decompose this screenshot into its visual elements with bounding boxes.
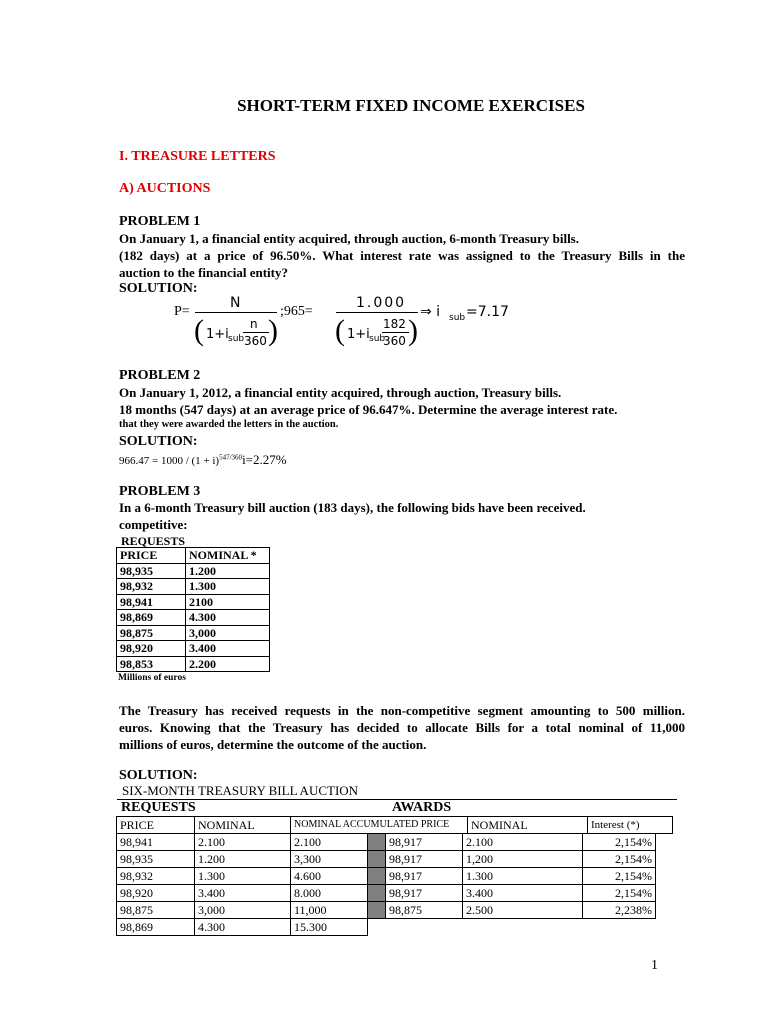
cell: 1.200 bbox=[195, 851, 291, 868]
table-row bbox=[117, 851, 656, 868]
cell: 4.300 bbox=[186, 610, 270, 626]
cell: 15.300 bbox=[291, 919, 368, 936]
cell: 2.200 bbox=[186, 656, 270, 672]
problem1-text-line3: auction to the financial entity? bbox=[119, 265, 288, 280]
cell: 98,935 bbox=[117, 851, 195, 868]
cell: 2.100 bbox=[463, 834, 583, 851]
header-nominal: NOMINAL * bbox=[186, 548, 270, 564]
cell: 98,853 bbox=[117, 656, 186, 672]
equation-result: i=2.27% bbox=[242, 452, 287, 467]
problem3-para-line3: millions of euros, determine the outcome of the auction. bbox=[119, 737, 427, 752]
formula-result: =7.17 bbox=[466, 304, 509, 320]
cell: 98,875 bbox=[386, 902, 463, 919]
formula-n: n bbox=[250, 317, 258, 331]
equation-main: 966.47 = 1000 / (1 + i) bbox=[119, 455, 220, 467]
formula-fraction-bar bbox=[195, 312, 277, 313]
section-heading: I. TREASURE LETTERS bbox=[119, 149, 276, 164]
table-row bbox=[117, 641, 270, 657]
formula-paren-open: ( bbox=[194, 314, 204, 347]
cell: 98,917 bbox=[386, 834, 463, 851]
cell: 98,869 bbox=[117, 610, 186, 626]
cell: 2100 bbox=[186, 594, 270, 610]
table-row bbox=[117, 563, 270, 579]
solution-requests-label: REQUESTS bbox=[121, 800, 196, 815]
problem2-equation bbox=[119, 452, 287, 468]
cell: 1,200 bbox=[463, 851, 583, 868]
cell: 3,000 bbox=[186, 625, 270, 641]
problem1-text-line1: On January 1, a financial entity acquired, through auction, 6-month Treasury bills. bbox=[119, 231, 579, 246]
cell: 2.100 bbox=[291, 834, 368, 851]
cell: 2,154% bbox=[583, 851, 656, 868]
cell: 4.300 bbox=[195, 919, 291, 936]
formula-paren-close: ) bbox=[268, 314, 278, 347]
formula-360-2: 360 bbox=[383, 334, 406, 348]
cell: 2.500 bbox=[463, 902, 583, 919]
table-row bbox=[117, 919, 368, 936]
cell: 1.300 bbox=[186, 579, 270, 595]
cell: 8.000 bbox=[291, 885, 368, 902]
problem2-heading: PROBLEM 2 bbox=[119, 368, 201, 383]
page-title: SHORT-TERM FIXED INCOME EXERCISES bbox=[237, 96, 585, 115]
page-number: 1 bbox=[651, 958, 658, 973]
table-header-row bbox=[117, 817, 673, 834]
header-accumulated-price: NOMINAL ACCUMULATED PRICE bbox=[291, 817, 468, 834]
header-price: PRICE bbox=[117, 548, 186, 564]
formula-arrow: ⇒ i bbox=[420, 304, 441, 320]
formula-fraction-bar-2 bbox=[336, 312, 418, 313]
problem3-text-line1: In a 6-month Treasury bill auction (183 days), the following bids have been received. bbox=[119, 500, 586, 515]
gray-cell bbox=[368, 851, 386, 868]
cell: 98,935 bbox=[117, 563, 186, 579]
cell: 11,000 bbox=[291, 902, 368, 919]
cell: 98,869 bbox=[117, 919, 195, 936]
requests-label: REQUESTS bbox=[121, 534, 186, 548]
cell: 98,917 bbox=[386, 851, 463, 868]
problem3-para-line2: euros. Knowing that the Treasury has decided to allocate Bills for a total nominal of 11,000 bbox=[119, 720, 685, 735]
cell: 98,875 bbox=[117, 902, 195, 919]
formula-one-plus-i-2: 1+i bbox=[347, 327, 370, 342]
subsection-heading: A) AUCTIONS bbox=[119, 181, 211, 196]
solution-table-body bbox=[116, 833, 656, 919]
header-interest: Interest (*) bbox=[588, 817, 673, 834]
gray-cell bbox=[368, 885, 386, 902]
formula-sub: sub bbox=[228, 334, 245, 344]
problem3-solution-label: SOLUTION: bbox=[119, 768, 198, 783]
problem1-heading: PROBLEM 1 bbox=[119, 214, 201, 229]
solution-table-last-row bbox=[116, 918, 368, 936]
formula-numerator-1000: 1.000 bbox=[356, 295, 407, 311]
cell: 2,154% bbox=[583, 868, 656, 885]
table-row bbox=[117, 885, 656, 902]
table-row bbox=[117, 594, 270, 610]
equation-exponent: 547/360 bbox=[219, 453, 243, 462]
cell: 2,154% bbox=[583, 834, 656, 851]
cell: 98,932 bbox=[117, 868, 195, 885]
cell: 98,917 bbox=[386, 868, 463, 885]
cell: 1.300 bbox=[463, 868, 583, 885]
requests-table bbox=[116, 547, 270, 672]
gray-cell bbox=[368, 902, 386, 919]
table-header-row bbox=[117, 548, 270, 564]
formula-inner-bar-2 bbox=[382, 332, 409, 333]
formula-one-plus-i: 1+i bbox=[206, 327, 229, 342]
table-row bbox=[117, 579, 270, 595]
cell: 98,920 bbox=[117, 641, 186, 657]
problem2-solution-label: SOLUTION: bbox=[119, 434, 198, 449]
problem2-text-line1: On January 1, 2012, a financial entity acquired, through auction, Treasury bills. bbox=[119, 385, 562, 400]
cell: 1.200 bbox=[186, 563, 270, 579]
cell: 4.600 bbox=[291, 868, 368, 885]
cell: 3.400 bbox=[463, 885, 583, 902]
cell: 3,000 bbox=[195, 902, 291, 919]
table-row bbox=[117, 868, 656, 885]
cell: 98,875 bbox=[117, 625, 186, 641]
cell: 2.100 bbox=[195, 834, 291, 851]
problem3-para-line1: The Treasury has received requests in the non-competitive segment amounting to 500 million. bbox=[119, 703, 685, 718]
table-row bbox=[117, 902, 656, 919]
problem3-text-line2: competitive: bbox=[119, 517, 188, 532]
formula-182: 182 bbox=[383, 317, 406, 331]
cell: 3.400 bbox=[195, 885, 291, 902]
formula-paren-open-2: ( bbox=[335, 314, 345, 347]
formula-sub-2: sub bbox=[369, 334, 386, 344]
formula-360: 360 bbox=[244, 334, 267, 348]
table-row bbox=[117, 625, 270, 641]
problem1-solution-label: SOLUTION: bbox=[119, 281, 198, 296]
cell: 98,941 bbox=[117, 594, 186, 610]
formula-numerator-n: N bbox=[230, 295, 241, 311]
formula-mid: ;965= bbox=[280, 304, 313, 319]
table-footnote: Millions of euros bbox=[118, 673, 186, 683]
header-nominal: NOMINAL bbox=[195, 817, 291, 834]
cell: 98,932 bbox=[117, 579, 186, 595]
formula-inner-bar bbox=[243, 332, 269, 333]
problem3-heading: PROBLEM 3 bbox=[119, 484, 201, 499]
formula-p-label: P= bbox=[174, 304, 190, 319]
solution-table-title: SIX-MONTH TREASURY BILL AUCTION bbox=[122, 783, 359, 798]
cell: 1.300 bbox=[195, 868, 291, 885]
solution-awards-label: AWARDS bbox=[392, 800, 452, 815]
cell: 98,941 bbox=[117, 834, 195, 851]
problem2-text-line2: 18 months (547 days) at an average price of 96.647%. Determine the average interest rate. bbox=[119, 402, 618, 417]
formula-sub-3: sub bbox=[449, 313, 466, 323]
cell: 2,238% bbox=[583, 902, 656, 919]
cell: 98,920 bbox=[117, 885, 195, 902]
solution-table bbox=[116, 816, 673, 834]
cell: 3.400 bbox=[186, 641, 270, 657]
table-row bbox=[117, 610, 270, 626]
problem2-text-line3: that they were awarded the letters in the auction. bbox=[119, 419, 339, 430]
problem1-text-line2: (182 days) at a price of 96.50%. What interest rate was assigned to the Treasury Bills in the bbox=[119, 248, 685, 263]
cell: 3,300 bbox=[291, 851, 368, 868]
formula-paren-close-2: ) bbox=[408, 314, 418, 347]
header-price: PRICE bbox=[117, 817, 195, 834]
cell: 98,917 bbox=[386, 885, 463, 902]
header-awarded-nominal: NOMINAL bbox=[468, 817, 588, 834]
gray-cell bbox=[368, 868, 386, 885]
cell: 2,154% bbox=[583, 885, 656, 902]
table-row bbox=[117, 656, 270, 672]
gray-cell bbox=[368, 834, 386, 851]
table-row bbox=[117, 834, 656, 851]
